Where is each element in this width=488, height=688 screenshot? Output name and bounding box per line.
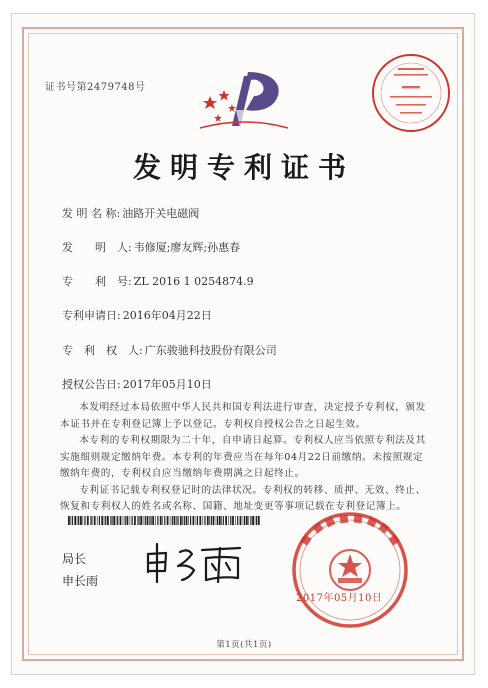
barcode-bar [174,516,176,525]
barcode-bar [223,516,224,525]
barcode-bar [84,516,85,525]
barcode-bar [83,516,84,525]
certificate-number: 证书号第2479748号 [45,82,146,93]
barcode-bar [248,516,249,525]
barcode-bar [130,516,131,525]
field-inventors [62,239,240,255]
field-value: 韦修厦;廖友辉;孙惠春 [133,241,241,254]
barcode-bar [94,516,96,525]
barcode-bar [243,516,244,525]
field-label: 专 利 号: [62,275,132,288]
barcode-bar [256,516,257,525]
director-name: 申长雨 [62,574,99,588]
barcode-bar [204,516,205,525]
patent-office-logo-icon [196,66,292,142]
barcode-bar [138,516,139,525]
barcode-bar [111,516,112,525]
barcode-bar [176,516,177,525]
barcode-bar [177,516,178,525]
field-value: 2017年05月10日 [122,378,212,391]
agency-stamp-icon [368,50,454,136]
barcode-bar [140,516,142,525]
barcode-bar [74,516,76,525]
barcode-bar [97,516,98,525]
barcode-bar [216,516,217,525]
barcode-bar [203,516,204,525]
barcode-bar [258,516,260,525]
barcode-bar [167,516,169,525]
barcode-bar [145,516,146,525]
barcode-bar [91,516,92,525]
barcode-bar [255,516,256,525]
barcode-bar [116,516,117,525]
field-value: 油路开关电磁阀 [122,207,200,220]
barcode-bar [250,516,251,525]
barcode-icon [68,516,260,525]
barcode-bar [149,516,150,525]
field-patent-number [62,273,254,289]
field-application-date [62,307,212,323]
barcode-bar [180,516,182,525]
barcode-bar [134,516,136,525]
field-label: 专利申请日: [62,309,121,322]
barcode-bar [132,516,133,525]
page-number: 第1页(共1页) [216,640,272,650]
barcode-bar [152,516,154,525]
barcode-bar [240,516,242,525]
barcode-bar [120,516,122,525]
barcode-bar [232,516,234,525]
barcode-bar [237,516,238,525]
field-value: 广东骏驰科技股份有限公司 [144,344,277,357]
barcode-bar [246,516,248,525]
seal-date: 2017年05月10日 [296,593,383,604]
barcode-bar [123,516,124,525]
barcode-bar [125,516,126,525]
barcode-bar [107,516,109,525]
barcode-bar [199,516,201,525]
barcode-bar [172,516,173,525]
field-invention-name [62,205,199,221]
barcode-bar [221,516,222,525]
barcode-bar [219,516,221,525]
notice-text [60,400,428,516]
certificate-title: 发明专利证书 [132,151,355,184]
director-title: 局长 [62,552,87,566]
barcode-bar [104,516,105,525]
field-value: 2016年04月22日 [122,309,212,322]
barcode-bar [77,516,78,525]
barcode-bar [213,516,215,525]
field-label: 发 明 人: [62,241,132,254]
barcode-bar [80,516,82,525]
barcode-bar [99,516,100,525]
barcode-bar [197,516,198,525]
barcode-bar [105,516,106,525]
barcode-bar [193,516,195,525]
barcode-bar [113,516,115,525]
barcode-bar [157,516,158,525]
field-label: 发 明 名 称: [62,207,121,220]
barcode-bar [147,516,149,525]
barcode-bar [71,516,72,525]
barcode-bar [182,516,183,525]
barcode-bar [211,516,212,525]
barcode-bar [235,516,236,525]
barcode-bar [186,516,188,525]
barcode-bar [117,516,118,525]
barcode-bar [155,516,156,525]
barcode-bar [196,516,197,525]
barcode-bar [170,516,171,525]
barcode-bar [230,516,231,525]
field-label: 专 利 权 人: [62,344,143,357]
barcode-bar [188,516,189,525]
barcode-bar [164,516,165,525]
barcode-bar [150,516,151,525]
barcode-bar [162,516,163,525]
director-signature-icon [140,538,250,588]
barcode-bar [160,516,162,525]
barcode-bar [143,516,144,525]
field-label: 授权公告日: [62,378,121,391]
barcode-bar [190,516,191,525]
barcode-bar [78,516,79,525]
barcode-bar [72,516,73,525]
barcode-bar [217,516,218,525]
barcode-bar [68,516,70,525]
field-value: ZL 2016 1 0254874.9 [133,275,254,288]
barcode-bar [137,516,138,525]
notice-paragraph: 本专利的专利权期限为二十年，自申请日起算。专利权人应当依照专利法及其实施细则规定缴纳年费。本专利的年费应当在每年04月22日前缴纳。未按照规定缴纳年费的，专利权自应当缴纳年费期满之日起终止。 [60,435,426,479]
official-seal-icon [290,510,410,630]
barcode-bar [207,516,209,525]
barcode-bar [101,516,103,525]
notice-paragraph: 本发明经过本局依照中华人民共和国专利法进行审查，决定授予专利权，颁发本证书并在专利登记簿上予以登记。专利权自授权公告之日起生效。 [60,402,426,430]
barcode-bar [110,516,111,525]
barcode-bar [252,516,254,525]
barcode-bar [90,516,91,525]
barcode-bar [184,516,185,525]
barcode-bar [87,516,89,525]
notice-paragraph: 专利证书记载专利权登记时的法律状况。专利权的转移、质押、无效、终止、恢复和专利权人的姓名或名称、国籍、地址变更等事项记载在专利登记簿上。 [60,484,426,512]
barcode-bar [228,516,229,525]
barcode-bar [244,516,245,525]
barcode-bar [225,516,227,525]
field-patentee [62,342,277,358]
barcode-bar [127,516,129,525]
field-grant-date [62,376,212,392]
barcode-bar [209,516,210,525]
